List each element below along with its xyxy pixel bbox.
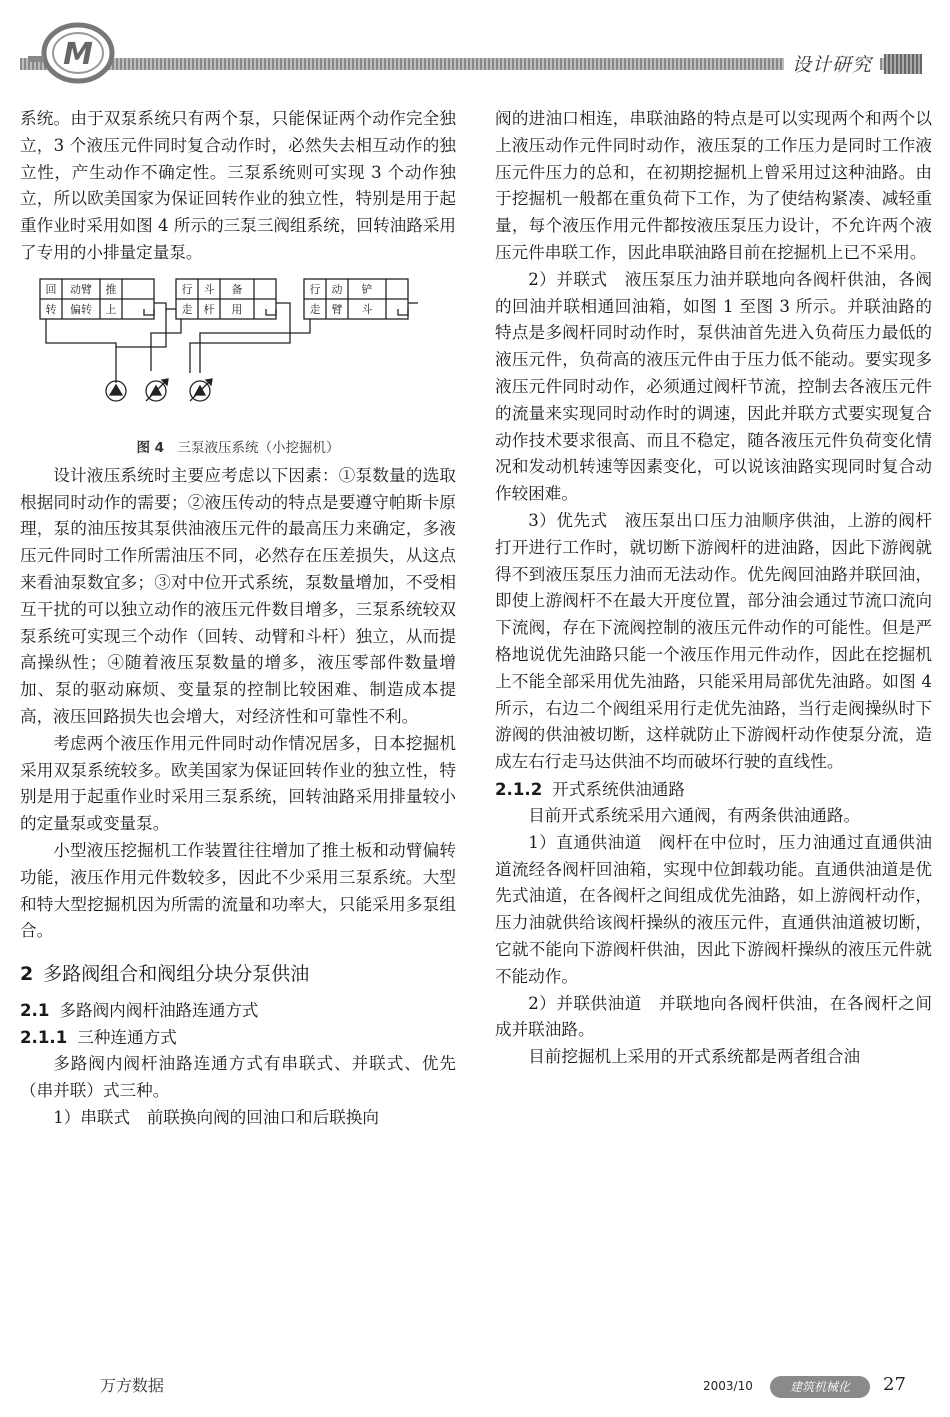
paragraph: 阀的进油口相连，串联油路的特点是可以实现两个和两个以上液压动作元件同时动作，液压泵的工作压力是同时工作液压元件压力的总和，在初期挖掘机上曾采用过这种油路。由于挖掘机一般都在重负荷下工作，为了使结构紧凑、减轻重量，每个液压作用元件都按液压泵压力设计，不允许两个液压元件串联工作，因此串联油路目前在挖掘机上已不采用。: [495, 109, 932, 262]
valve-label: 铲: [361, 282, 373, 296]
caption-number: 图 4: [136, 439, 165, 456]
subsection-heading-text: 多路阀内阀杆油路连通方式: [59, 1001, 259, 1021]
valve-label: 动: [331, 282, 343, 296]
valve-label: 转: [45, 302, 57, 316]
valve-label: 行: [309, 282, 321, 296]
paragraph: 系统。由于双泵系统只有两个泵，只能保证两个动作完全独立，3 个液压元件同时复合动作时，必然失去相互动作的独立性，产生动作不确定性。三泵系统则可实现 3 个动作独立，所以欧美国家为保证回转作业的独立性，特别是用于起重作业时采用如图 4 所示的三泵三阀组系统，回转油路采用了专用的小排量定量泵。: [20, 109, 456, 262]
valve-label: 动臂: [70, 282, 92, 296]
subsection-number: 2.1: [20, 1001, 50, 1021]
valve-label: 上: [105, 302, 117, 316]
issue-date: 2003/10: [703, 1379, 753, 1393]
paragraph: 2）并联供油道 并联地向各阀杆供油，在各阀杆之间成并联油路。: [495, 993, 932, 1040]
valve-label: 偏转: [70, 302, 92, 316]
figure-caption: [20, 437, 456, 459]
logo-letter: M: [63, 37, 93, 72]
right-column: [495, 106, 932, 1071]
valve-label: 走: [309, 302, 321, 316]
subsection-heading: [20, 1024, 456, 1051]
valve-label: 用: [231, 302, 243, 316]
paragraph: 小型液压挖掘机工作装置往往增加了推土板和动臂偏转功能，液压作用元件数较多，因此不少采用三泵系统。大型和特大型挖掘机因为所需的流量和功率大，只能采用多泵组合。: [20, 840, 456, 941]
subsection-number: 2.1.1: [20, 1028, 68, 1048]
left-column: [20, 106, 456, 1132]
paragraph: 目前挖掘机上采用的开式系统都是两者组合油: [528, 1047, 861, 1067]
subsection-number: 2.1.2: [495, 779, 543, 799]
section-heading-text: 多路阀组合和阀组分块分泵供油: [43, 963, 310, 986]
subsection-heading-text: 开式系统供油通路: [552, 779, 685, 799]
paragraph: 多路阀内阀杆油路连通方式有串联式、并联式、优先（串并联）式三种。: [20, 1054, 456, 1100]
page-number: 27: [883, 1374, 906, 1395]
section-heading: [20, 959, 456, 989]
paragraph: 3）优先式 液压泵出口压力油顺序供油，上游的阀杆打开进行工作时，就切断下游阀杆的进油路，因此下游阀就得不到液压泵压力油而无法动作。优先阀回油路并联回油，即使上游阀杆不在最大开度位置，部分油会通过节流口流向下流阀，存在下流阀控制的液压元件动作的可能性。但是严格地说优先油路只能一个液压作用元件动作，因此在挖掘机上不能全部采用优先油路，只能采用局部优先油路。如图 4 所示，右边二个阀组采用行走优先油路，当行走阀操纵时下游阀的供油被切断，这样就防止下游阀杆动作使泵分流，造成左右行走马达供油不均而破坏行驶的直线性。: [495, 510, 932, 772]
journal-logo-icon: [28, 22, 118, 84]
valve-label: 斗: [203, 282, 215, 296]
figure-4: [20, 271, 456, 457]
section-number: 2: [20, 963, 34, 986]
paragraph: 1）串联式 前联换向阀的回油口和后联换向: [53, 1107, 380, 1127]
valve-label: 行: [181, 282, 193, 296]
valve-label: 斗: [361, 302, 373, 316]
subsection-heading: [495, 776, 932, 803]
paragraph: 目前开式系统采用六通阀，有两条供油通路。: [528, 805, 861, 825]
valve-label: 回: [45, 282, 57, 296]
valve-label: 备: [231, 282, 243, 296]
paragraph: 1）直通供油道 阀杆在中位时，压力油通过直通供油道流经各阀杆回油箱，实现中位卸载功能。直通供油道是优先式油道，在各阀杆之间组成优先油路，如上游阀杆动作，压力油就供给该阀杆操纵的液压元件，直通供油道被切断，它就不能向下游阀杆供油，因此下游阀杆操纵的液压元件就不能动作。: [495, 832, 932, 986]
journal-badge: 建筑机械化: [770, 1376, 870, 1398]
valve-label: 杆: [203, 302, 215, 316]
subsection-heading: [20, 997, 456, 1024]
caption-text: 三泵液压系统（小挖掘机）: [177, 439, 340, 456]
paragraph: 设计液压系统时主要应考虑以下因素：①泵数量的选取根据同时动作的需要；②液压传动的特点是要遵守帕斯卡原理，泵的油压按其泵供油液压元件的最高压力来确定，多液压元件同时工作所需油压不同，必然存在压差损失，从这点来看油泵数宜多；③对中位开式系统，泵数量增加，不受相互干扰的可以独立动作的液压元件数目增多，三泵系统较双泵系统可实现三个动作（回转、动臂和斗杆）独立，从而提高操纵性；④随着液压泵数量的增多，液压零部件数量增加、泵的驱动麻烦、变量泵的控制比较困难、制造成本提高，液压回路损失也会增大，对经济性和可靠性不利。: [20, 465, 456, 726]
valve-label: 臂: [331, 302, 343, 316]
valve-label: 走: [181, 302, 193, 316]
paragraph: 2）并联式 液压泵压力油并联地向各阀杆供油，各阀的回油并联相通回油箱，如图 1 至图 3 所示。并联油路的特点是多阀杆同时动作时，泵供油首先进入负荷压力最低的液压元件，负荷高的液压元件由于压力低不能动。要实现多液压元件同时动作，必须通过阀杆节流，控制去各液压元件的流量来实现同时动作时的调速，因此并联方式要实现复合动作技术要求很高、而且不稳定，随各液压元件负荷变化情况和发动机转速等因素变化，可以说该油路实现同时复合动作较困难。: [495, 269, 932, 504]
valve-label: 推: [105, 282, 117, 296]
hydraulic-diagram: [26, 273, 436, 403]
subsection-heading-text: 三种连通方式: [77, 1028, 177, 1048]
paragraph: 考虑两个液压作用元件同时动作情况居多，日本挖掘机采用双泵系统较多。欧美国家为保证回转作业的独立性，特别是用于起重作业时采用三泵系统，回转油路采用排量较小的定量泵或变量泵。: [20, 733, 456, 834]
watermark-text: 万方数据: [100, 1376, 165, 1395]
header-end-block: [884, 54, 922, 74]
section-title: 设计研究: [784, 50, 880, 77]
